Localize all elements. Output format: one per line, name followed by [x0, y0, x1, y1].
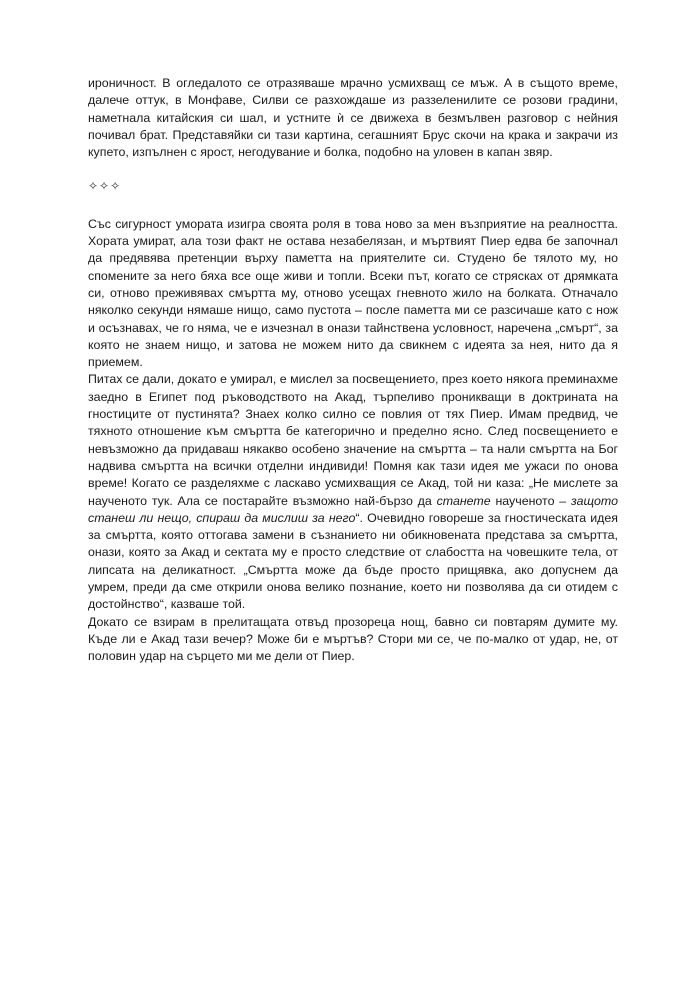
spacer: [88, 161, 618, 178]
paragraph-3: [88, 371, 618, 613]
paragraph-4: Докато се взирам в прелитащата отвъд прозореца нощ, бавно си повтарям думите му. Къде ли е Акад тази вечер? Може би е мъртъв? Стори ми се, че по-малко от удар, не, от половин удар на сърцето ми ме дели от Пиер.: [88, 614, 618, 664]
paragraph-3-italic-b: защото станеш ли нещо, спираш да мислиш за него: [88, 493, 619, 525]
paragraph-1: ироничност. В огледалото се отразяваше мрачно усмихващ се мъж. А в същото време, далече оттук, в Монфаве, Силви се разхождаше из раззеленилите се розови градини, наметнала китайския си шал, и устните ѝ се движеха в безмълвен разговор с нейния почивал брат. Представяйки си тази картина, сегашният Брус скочи на крака и закрачи из купето, изпълнен с ярост, негодувание и болка, подобно на уловен в капан звяр.: [88, 76, 618, 160]
paragraph-3-text-a: Питах се дали, докато е умирал, е мислел за посвещението, през което някога преминахме заедно в Египет под ръководството на Акад, търпеливо проникващи в доктрината на гностиците от пустинята? Знаех колко силно се повлия от тях Пиер. Имам предвид, че тяхното отношение към смъртта бе категорично и пределно ясно. След посвещението е невъзможно да придаваш някакво особено значение на смъртта – та нали смъртта на Бог надвива смъртта на всички отделни индивиди! Помня как тази идея ме ужаси по онова време! Когато се разделяхме с ласкаво усмихващия се Акад, той ни каза: „Не мислете за наученото тук. Ала се постарайте възможно най-бързо да: [88, 372, 618, 508]
section-separator: ✧✧✧: [88, 179, 122, 194]
paragraph-3-text-c: “. Очевидно говореше за гностическата идея за смъртта, която оттогава замени в съзнанието ни обикновената представа за смъртта, онази, която за Акад и сектата му е просто следствие от слабостта на човешките тела, от липсата на деликатност. „Смъртта може да бъде просто прищявка, ако допуснем да умрем, преди да сме открили онова велико познание, което ни позволява да си отидем с достойнство“, казваше той.: [88, 510, 618, 612]
paragraph-3-text-b: наученото –: [490, 493, 571, 508]
paragraph-3-italic-a: станете: [436, 493, 491, 508]
document-body: [88, 75, 618, 666]
spacer: [88, 196, 618, 216]
paragraph-2: Със сигурност умората изигра своята роля в това ново за мен възприятие на реалността. Хората умират, ала този факт не остава незабелязан, и мъртвият Пиер едва бе започнал да предявява претенции върху паметта на приятелите си. Студено бе тялото му, но спомените за него бяха все още живи и топли. Всеки път, когато се стрясках от дрямката си, отново преживявах смъртта му, отново усещах гневното жило на болката. Отначало няколко секунди нямаше нищо, само пустота – после паметта ми се разсичаше като с нож и осъзнавах, че го няма, че е изчезнал в онази тайнствена условност, наречена „смърт“, за която не знаем нищо, и затова не можем нито да свикнем с идеята за нея, нито да я приемем.: [88, 216, 618, 370]
